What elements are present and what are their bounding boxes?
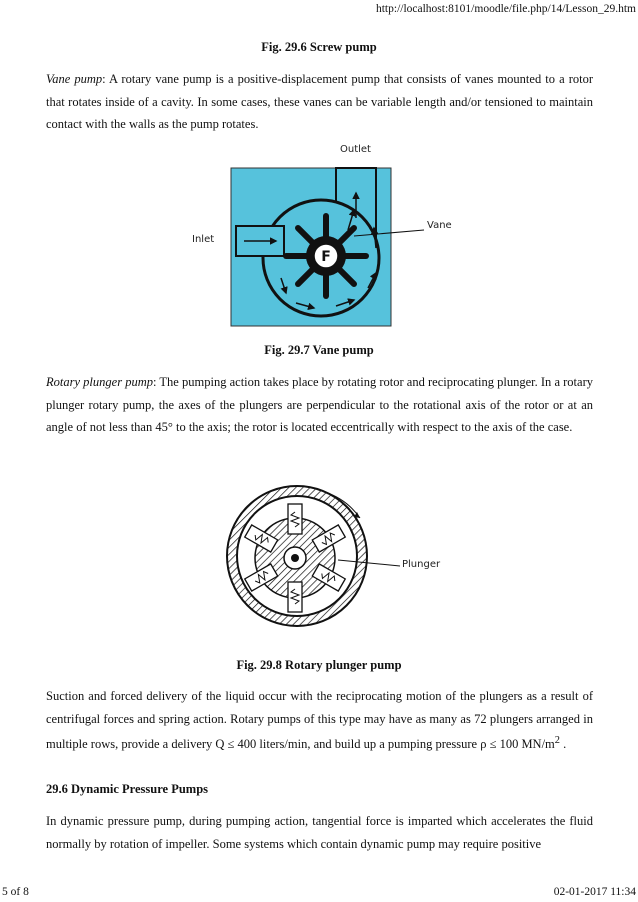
- rotary-plunger-term: Rotary plunger pump: [46, 375, 153, 389]
- caption-fig-29-8: Fig. 29.8 Rotary plunger pump: [236, 658, 402, 672]
- section-heading: 29.6 Dynamic Pressure Pumps: [46, 782, 209, 796]
- vane-pump-term: Vane pump: [46, 72, 103, 86]
- page-url: http://localhost:8101/moodle/file.php/14/Lesson_29.htm: [375, 3, 636, 15]
- vane-pump-diagram: [186, 138, 466, 328]
- suction-paragraph: [46, 685, 593, 756]
- plunger-label: Plunger: [402, 559, 441, 570]
- rotor-letter: F: [321, 249, 331, 265]
- inlet-label: Inlet: [192, 234, 215, 245]
- rotary-plunger-paragraph: [46, 371, 593, 439]
- caption-fig-29-6: Fig. 29.6 Screw pump: [261, 40, 377, 54]
- dynamic-pressure-paragraph: In dynamic pressure pump, during pumping action, tangential force is imparted which accelerates the fluid normally by rotation of impeller. Some systems which contain dynamic pump may require positive: [46, 814, 593, 851]
- suction-tail: .: [559, 737, 567, 752]
- vane-pump-paragraph: [46, 68, 593, 136]
- vane-pump-text: : A rotary vane pump is a positive-displacement pump that consists of vanes mounted to a rotor that rotates inside of a cavity. In some cases, these vanes can be variable length and/or tensioned to maintain contact with the walls as the pump rotates.: [46, 72, 593, 131]
- rotary-plunger-figure: [220, 478, 470, 628]
- caption-fig-29-7: Fig. 29.7 Vane pump: [264, 343, 374, 357]
- vane-pump-figure: [186, 138, 466, 328]
- page-datetime: 02-01-2017 11:34: [553, 886, 636, 898]
- rotary-plunger-diagram: [220, 478, 470, 628]
- page-counter: 5 of 8: [2, 886, 29, 898]
- rotary-plunger-text: : The pumping action takes place by rotating rotor and reciprocating plunger. In a rotary plunger rotary pump, the axes of the plungers are perpendicular to the rotational axis of the rotor or at an angle of not less than 45° to the axis; the rotor is located eccentrically with respect to the axis of the case.: [46, 375, 593, 434]
- outlet-label: Outlet: [340, 144, 371, 155]
- suction-superscript: 2: [554, 735, 560, 746]
- suction-text: Suction and forced delivery of the liquid occur with the reciprocating motion of the plungers as a result of centrifugal forces and spring action. Rotary pumps of this type may have as many as 72 plungers arranged in multiple rows, provide a delivery Q ≤ 400 liters/min, and build up a pumping pressure ρ ≤ 100 MN/m: [46, 689, 593, 752]
- vane-label: Vane: [427, 220, 452, 231]
